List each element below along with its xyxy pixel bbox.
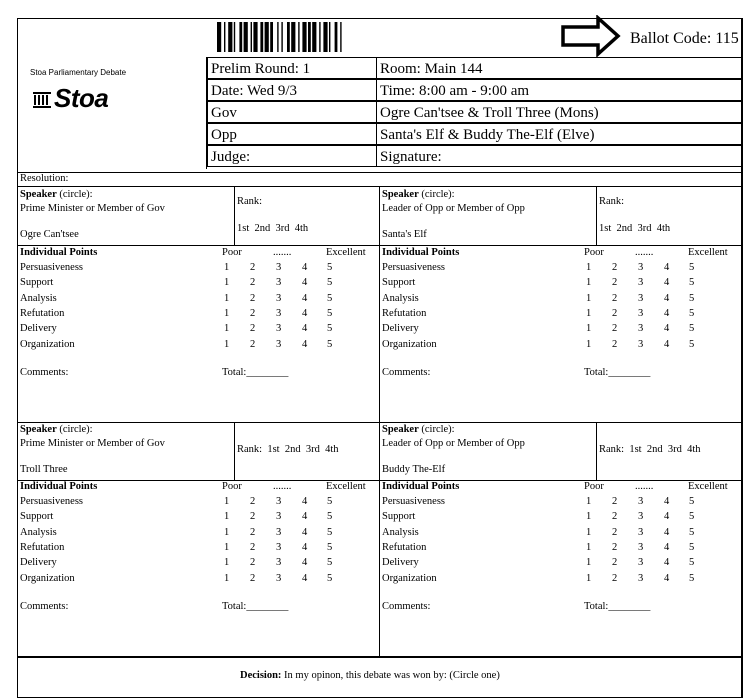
score-option[interactable]: 2 bbox=[612, 277, 618, 289]
barcode-bar bbox=[265, 22, 269, 52]
score-option[interactable]: 2 bbox=[612, 307, 618, 319]
barcode-bar bbox=[281, 22, 282, 52]
score-option[interactable]: 4 bbox=[302, 292, 308, 304]
score-option[interactable]: 2 bbox=[612, 262, 618, 273]
score-option[interactable]: 1 bbox=[224, 307, 230, 319]
points-header: Individual Points bbox=[20, 481, 98, 492]
score-option[interactable]: 3 bbox=[276, 307, 282, 319]
criterion-label: Support bbox=[382, 511, 416, 523]
divider bbox=[17, 186, 743, 187]
logo-text: Stoa bbox=[54, 83, 109, 113]
score-option[interactable]: 3 bbox=[638, 338, 644, 350]
barcode-bar bbox=[291, 22, 295, 52]
score-option[interactable]: 4 bbox=[664, 572, 670, 584]
scale-poor-label: Poor bbox=[222, 481, 242, 492]
score-option[interactable]: 2 bbox=[612, 511, 618, 523]
score-option[interactable]: 1 bbox=[586, 292, 592, 304]
score-option[interactable]: 3 bbox=[276, 338, 282, 350]
date-cell: Date: Wed 9/3 bbox=[207, 79, 377, 101]
score-option[interactable]: 1 bbox=[586, 323, 592, 335]
score-option[interactable]: 1 bbox=[224, 262, 230, 273]
score-option[interactable]: 3 bbox=[638, 277, 644, 289]
comments-label[interactable]: Comments: bbox=[20, 367, 69, 378]
criterion-label: Persuasiveness bbox=[382, 262, 445, 273]
score-option[interactable]: 3 bbox=[276, 496, 282, 507]
score-option[interactable]: 2 bbox=[250, 496, 256, 507]
criterion-label: Persuasiveness bbox=[382, 496, 445, 507]
criterion-label: Analysis bbox=[20, 526, 57, 538]
score-option[interactable]: 5 bbox=[327, 323, 333, 335]
speaker-name: Ogre Can'tsee bbox=[20, 229, 79, 240]
score-option[interactable]: 1 bbox=[586, 557, 592, 569]
score-option[interactable]: 5 bbox=[327, 338, 333, 350]
score-option[interactable]: 1 bbox=[586, 277, 592, 289]
barcode-bar bbox=[277, 22, 278, 52]
comments-label[interactable]: Comments: bbox=[382, 601, 431, 612]
criterion-label: Organization bbox=[20, 338, 75, 350]
score-option[interactable]: 5 bbox=[689, 323, 695, 335]
scale-poor-label: Poor bbox=[222, 247, 242, 258]
score-option[interactable]: 4 bbox=[302, 572, 308, 584]
score-option[interactable]: 4 bbox=[664, 292, 670, 304]
score-option[interactable]: 2 bbox=[612, 338, 618, 350]
criterion-label: Refutation bbox=[382, 307, 427, 319]
score-option[interactable]: 5 bbox=[327, 307, 333, 319]
score-option[interactable]: 2 bbox=[612, 526, 618, 538]
divider bbox=[17, 172, 743, 173]
barcode-bar bbox=[217, 22, 221, 52]
barcode-bar bbox=[298, 22, 299, 52]
score-option[interactable]: 2 bbox=[250, 277, 256, 289]
score-option[interactable]: 5 bbox=[327, 496, 333, 507]
score-option[interactable]: 1 bbox=[224, 572, 230, 584]
score-option[interactable]: 2 bbox=[250, 557, 256, 569]
criterion-label: Persuasiveness bbox=[20, 496, 83, 507]
scale-dots: ....... bbox=[273, 247, 292, 258]
score-option[interactable]: 1 bbox=[224, 323, 230, 335]
score-option[interactable]: 1 bbox=[224, 277, 230, 289]
score-option[interactable]: 2 bbox=[612, 541, 618, 553]
score-option[interactable]: 3 bbox=[638, 511, 644, 523]
divider bbox=[17, 656, 743, 658]
criterion-label: Organization bbox=[382, 572, 437, 584]
total-field[interactable]: Total:________ bbox=[584, 601, 651, 612]
speaker-heading: Speaker (circle): bbox=[382, 189, 455, 200]
score-option[interactable]: 4 bbox=[664, 496, 670, 507]
points-header: Individual Points bbox=[20, 247, 98, 258]
scale-excellent-label: Excellent bbox=[688, 481, 728, 492]
score-option[interactable]: 5 bbox=[689, 557, 695, 569]
score-option[interactable]: 3 bbox=[276, 526, 282, 538]
score-option[interactable]: 3 bbox=[638, 496, 644, 507]
score-option[interactable]: 3 bbox=[276, 277, 282, 289]
scale-excellent-label: Excellent bbox=[688, 247, 728, 258]
score-option[interactable]: 5 bbox=[327, 292, 333, 304]
score-option[interactable]: 3 bbox=[276, 541, 282, 553]
score-option[interactable]: 1 bbox=[224, 557, 230, 569]
score-option[interactable]: 5 bbox=[689, 572, 695, 584]
score-option[interactable]: 5 bbox=[327, 526, 333, 538]
score-option[interactable]: 4 bbox=[302, 262, 308, 273]
score-option[interactable]: 3 bbox=[276, 557, 282, 569]
scale-excellent-label: Excellent bbox=[326, 481, 366, 492]
score-option[interactable]: 5 bbox=[327, 277, 333, 289]
scale-dots: ....... bbox=[635, 247, 654, 258]
barcode-bar bbox=[224, 22, 225, 52]
barcode-bar bbox=[234, 22, 235, 52]
points-header: Individual Points bbox=[382, 481, 460, 492]
score-option[interactable]: 4 bbox=[302, 557, 308, 569]
score-option[interactable]: 4 bbox=[664, 307, 670, 319]
score-option[interactable]: 2 bbox=[250, 572, 256, 584]
divider bbox=[17, 245, 743, 246]
judge-cell[interactable]: Judge: bbox=[207, 145, 377, 167]
score-option[interactable]: 4 bbox=[664, 526, 670, 538]
score-option[interactable]: 3 bbox=[638, 292, 644, 304]
ballot-code: Ballot Code: 115 bbox=[630, 30, 739, 47]
score-option[interactable]: 5 bbox=[327, 511, 333, 523]
score-option[interactable]: 5 bbox=[689, 338, 695, 350]
score-option[interactable]: 3 bbox=[638, 262, 644, 273]
total-field[interactable]: Total:________ bbox=[222, 367, 289, 378]
score-option[interactable]: 1 bbox=[586, 511, 592, 523]
score-option[interactable]: 1 bbox=[224, 292, 230, 304]
score-option[interactable]: 2 bbox=[250, 541, 256, 553]
score-option[interactable]: 1 bbox=[586, 526, 592, 538]
criterion-label: Support bbox=[20, 277, 54, 289]
score-option[interactable]: 4 bbox=[664, 277, 670, 289]
total-field[interactable]: Total:________ bbox=[222, 601, 289, 612]
time-cell: Time: 8:00 am - 9:00 am bbox=[376, 79, 742, 101]
score-option[interactable]: 1 bbox=[586, 541, 592, 553]
comments-label[interactable]: Comments: bbox=[382, 367, 431, 378]
criterion-label: Refutation bbox=[382, 541, 427, 553]
decision-line: Decision: In my opinon, this debate was won by: (Circle one) bbox=[240, 670, 500, 681]
speaker-role[interactable]: Prime Minister or Member of Gov bbox=[20, 203, 165, 214]
barcode-bar bbox=[244, 22, 248, 52]
score-option[interactable]: 5 bbox=[689, 526, 695, 538]
score-option[interactable]: 5 bbox=[327, 541, 333, 553]
scale-poor-label: Poor bbox=[584, 247, 604, 258]
rank-divider bbox=[234, 186, 235, 245]
score-option[interactable]: 1 bbox=[586, 338, 592, 350]
score-option[interactable]: 1 bbox=[224, 526, 230, 538]
score-option[interactable]: 5 bbox=[327, 557, 333, 569]
score-option[interactable]: 5 bbox=[689, 541, 695, 553]
barcode-bar bbox=[239, 22, 242, 52]
signature-cell[interactable]: Signature: bbox=[376, 145, 742, 167]
rank-label: Rank: bbox=[599, 196, 625, 207]
barcode-bar bbox=[251, 22, 252, 52]
score-option[interactable]: 4 bbox=[664, 511, 670, 523]
speaker-name: Buddy The-Elf bbox=[382, 464, 446, 475]
score-option[interactable]: 1 bbox=[586, 572, 592, 584]
score-option[interactable]: 5 bbox=[327, 572, 333, 584]
criterion-label: Analysis bbox=[382, 292, 419, 304]
barcode-bar bbox=[302, 22, 306, 52]
gov-team-cell: Ogre Can'tsee & Troll Three (Mons) bbox=[376, 101, 742, 123]
criterion-label: Analysis bbox=[20, 292, 57, 304]
score-option[interactable]: 5 bbox=[689, 496, 695, 507]
barcode-bar bbox=[340, 22, 341, 52]
rank-options[interactable]: 1st 2nd 3rd 4th bbox=[599, 223, 671, 234]
rank-options[interactable]: Rank: 1st 2nd 3rd 4th bbox=[237, 444, 339, 455]
comments-label[interactable]: Comments: bbox=[20, 601, 69, 612]
score-option[interactable]: 1 bbox=[224, 511, 230, 523]
speaker-heading: Speaker (circle): bbox=[20, 424, 93, 435]
score-option[interactable]: 5 bbox=[689, 262, 695, 273]
score-option[interactable]: 3 bbox=[276, 292, 282, 304]
column-divider bbox=[379, 186, 380, 656]
score-option[interactable]: 3 bbox=[276, 511, 282, 523]
score-option[interactable]: 4 bbox=[664, 557, 670, 569]
barcode-bar bbox=[329, 22, 330, 52]
speaker-role[interactable]: Leader of Opp or Member of Opp bbox=[382, 203, 525, 214]
criterion-label: Delivery bbox=[382, 557, 419, 569]
points-header: Individual Points bbox=[382, 247, 460, 258]
score-option[interactable]: 5 bbox=[689, 277, 695, 289]
score-option[interactable]: 4 bbox=[664, 541, 670, 553]
score-option[interactable]: 1 bbox=[586, 496, 592, 507]
score-option[interactable]: 1 bbox=[224, 338, 230, 350]
rank-options[interactable]: 1st 2nd 3rd 4th bbox=[237, 223, 309, 234]
score-option[interactable]: 2 bbox=[612, 496, 618, 507]
barcode-bar bbox=[228, 22, 232, 52]
rank-divider bbox=[596, 422, 597, 480]
barcode-bar bbox=[287, 22, 290, 52]
barcode-bar bbox=[323, 22, 327, 52]
score-option[interactable]: 4 bbox=[302, 496, 308, 507]
score-option[interactable]: 5 bbox=[689, 511, 695, 523]
criterion-label: Support bbox=[20, 511, 54, 523]
score-option[interactable]: 2 bbox=[250, 292, 256, 304]
score-option[interactable]: 3 bbox=[638, 557, 644, 569]
score-option[interactable]: 4 bbox=[664, 338, 670, 350]
criterion-label: Delivery bbox=[20, 323, 57, 335]
speaker-role[interactable]: Prime Minister or Member of Gov bbox=[20, 438, 165, 449]
barcode-bar bbox=[253, 22, 257, 52]
score-option[interactable]: 2 bbox=[612, 572, 618, 584]
room-cell: Room: Main 144 bbox=[376, 57, 742, 79]
columns-icon bbox=[33, 92, 51, 108]
rank-divider bbox=[234, 422, 235, 480]
criterion-label: Organization bbox=[382, 338, 437, 350]
score-option[interactable]: 3 bbox=[638, 323, 644, 335]
score-option[interactable]: 4 bbox=[302, 511, 308, 523]
score-option[interactable]: 1 bbox=[586, 262, 592, 273]
barcode-bar bbox=[319, 22, 320, 52]
rank-divider bbox=[596, 186, 597, 245]
score-option[interactable]: 2 bbox=[612, 557, 618, 569]
score-option[interactable]: 2 bbox=[250, 262, 256, 273]
score-option[interactable]: 2 bbox=[250, 307, 256, 319]
rank-options[interactable]: Rank: 1st 2nd 3rd 4th bbox=[599, 444, 701, 455]
score-option[interactable]: 4 bbox=[302, 323, 308, 335]
barcode-bar bbox=[270, 22, 273, 52]
score-option[interactable]: 2 bbox=[250, 323, 256, 335]
barcode-bar bbox=[260, 22, 263, 52]
scale-dots: ....... bbox=[635, 481, 654, 492]
criterion-label: Delivery bbox=[20, 557, 57, 569]
barcode-icon bbox=[217, 22, 399, 52]
stoa-logo bbox=[33, 83, 108, 114]
score-option[interactable]: 2 bbox=[612, 323, 618, 335]
score-option[interactable]: 3 bbox=[638, 307, 644, 319]
resolution-label: Resolution: bbox=[20, 173, 69, 184]
criterion-label: Support bbox=[382, 277, 416, 289]
criterion-label: Delivery bbox=[382, 323, 419, 335]
criterion-label: Organization bbox=[20, 572, 75, 584]
score-option[interactable]: 3 bbox=[638, 541, 644, 553]
score-option[interactable]: 2 bbox=[250, 511, 256, 523]
score-option[interactable]: 3 bbox=[276, 262, 282, 273]
score-option[interactable]: 5 bbox=[689, 292, 695, 304]
score-option[interactable]: 2 bbox=[250, 526, 256, 538]
score-option[interactable]: 4 bbox=[302, 526, 308, 538]
total-field[interactable]: Total:________ bbox=[584, 367, 651, 378]
score-option[interactable]: 3 bbox=[276, 323, 282, 335]
score-option[interactable]: 1 bbox=[224, 496, 230, 507]
speaker-name: Troll Three bbox=[20, 464, 68, 475]
rank-label: Rank: bbox=[237, 196, 263, 207]
round-cell: Prelim Round: 1 bbox=[207, 57, 377, 79]
score-option[interactable]: 4 bbox=[664, 323, 670, 335]
score-option[interactable]: 4 bbox=[302, 307, 308, 319]
scale-excellent-label: Excellent bbox=[326, 247, 366, 258]
score-option[interactable]: 1 bbox=[586, 307, 592, 319]
score-option[interactable]: 4 bbox=[302, 277, 308, 289]
criterion-label: Analysis bbox=[382, 526, 419, 538]
arrow-right-icon bbox=[560, 15, 622, 57]
speaker-heading: Speaker (circle): bbox=[382, 424, 455, 435]
divider bbox=[17, 422, 743, 423]
score-option[interactable]: 4 bbox=[664, 262, 670, 273]
score-option[interactable]: 4 bbox=[302, 338, 308, 350]
score-option[interactable]: 3 bbox=[638, 572, 644, 584]
speaker-heading: Speaker (circle): bbox=[20, 189, 93, 200]
score-option[interactable]: 3 bbox=[638, 526, 644, 538]
header-grid bbox=[206, 57, 744, 169]
criterion-label: Refutation bbox=[20, 541, 65, 553]
opp-team-cell: Santa's Elf & Buddy The-Elf (Elve) bbox=[376, 123, 742, 145]
criterion-label: Refutation bbox=[20, 307, 65, 319]
speaker-name: Santa's Elf bbox=[382, 229, 427, 240]
gov-label-cell: Gov bbox=[207, 101, 377, 123]
scale-dots: ....... bbox=[273, 481, 292, 492]
score-option[interactable]: 4 bbox=[302, 541, 308, 553]
criterion-label: Persuasiveness bbox=[20, 262, 83, 273]
org-name: Stoa Parliamentary Debate bbox=[30, 68, 127, 77]
score-option[interactable]: 1 bbox=[224, 541, 230, 553]
scale-poor-label: Poor bbox=[584, 481, 604, 492]
barcode-bar bbox=[308, 22, 311, 52]
barcode-bar bbox=[335, 22, 338, 52]
score-option[interactable]: 2 bbox=[250, 338, 256, 350]
score-option[interactable]: 5 bbox=[327, 262, 333, 273]
opp-label-cell: Opp bbox=[207, 123, 377, 145]
score-option[interactable]: 3 bbox=[276, 572, 282, 584]
barcode-bar bbox=[312, 22, 316, 52]
score-option[interactable]: 2 bbox=[612, 292, 618, 304]
speaker-role[interactable]: Leader of Opp or Member of Opp bbox=[382, 438, 525, 449]
score-option[interactable]: 5 bbox=[689, 307, 695, 319]
